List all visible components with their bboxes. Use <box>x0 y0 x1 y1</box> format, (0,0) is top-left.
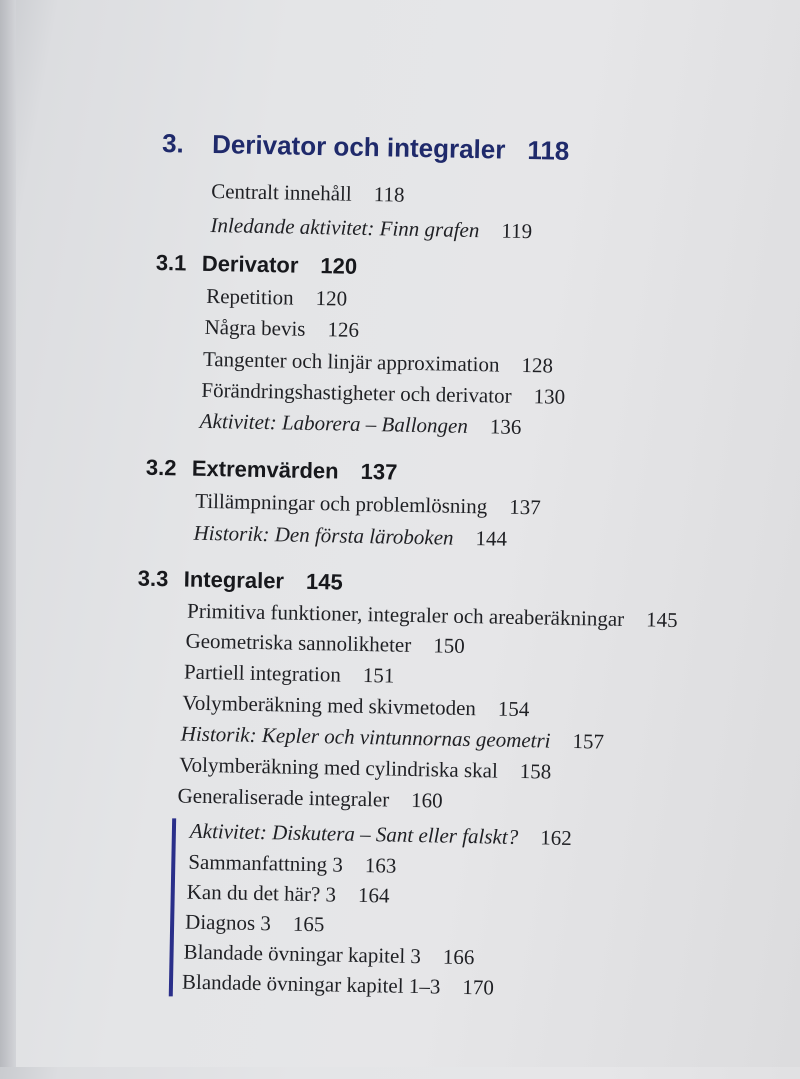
section-title: Integraler <box>183 566 285 594</box>
entry-title: Volymberäkning med cylindriska skal <box>178 752 499 783</box>
entry-page: 120 <box>315 286 348 311</box>
entry-title: Blandade övningar kapitel 1–3 <box>181 969 441 999</box>
toc-entry <box>187 880 390 909</box>
section-page: 145 <box>305 568 343 595</box>
entry-title: Historik: Kepler och vintunnornas geometri <box>180 721 551 753</box>
toc-entry <box>188 850 397 879</box>
entry-title: Kan du det här? 3 <box>186 879 337 907</box>
chapter-number: 3. <box>161 128 185 159</box>
entry-page: 164 <box>357 882 390 908</box>
toc-entry <box>206 284 347 312</box>
entry-title: Centralt innehåll <box>210 178 352 206</box>
entry-page: 137 <box>509 494 541 520</box>
entry-page: 170 <box>462 974 495 1000</box>
entry-title: Diagnos 3 <box>184 909 272 936</box>
toc-entry <box>210 213 532 244</box>
entry-title: Blandade övningar kapitel 3 <box>183 939 422 969</box>
toc-entry <box>183 940 474 971</box>
section-heading <box>146 455 398 486</box>
summary-bar <box>169 818 176 996</box>
toc-entry <box>190 819 572 851</box>
entry-page: 130 <box>533 384 566 409</box>
toc-entry <box>203 347 553 379</box>
entry-title: Sammanfattning 3 <box>188 849 344 877</box>
entry-page: 150 <box>432 633 465 658</box>
entry-title: Inledande aktivitet: Finn grafen <box>210 212 480 243</box>
toc-entry <box>201 378 565 410</box>
entry-page: 160 <box>410 787 443 813</box>
toc-entry <box>204 315 359 343</box>
toc-entry <box>195 489 541 521</box>
toc-entry <box>211 179 405 208</box>
section-title: Derivator <box>201 250 299 278</box>
toc-entry <box>185 629 465 659</box>
entry-page: 126 <box>327 317 360 342</box>
entry-title: Aktivitet: Diskutera – Sant eller falskt? <box>189 818 519 850</box>
entry-page: 165 <box>292 911 325 937</box>
toc-entry <box>182 691 529 723</box>
entry-page: 154 <box>497 696 530 722</box>
entry-page: 151 <box>362 662 395 688</box>
entry-title: Partiell integration <box>183 659 342 687</box>
entry-title: Repetition <box>205 283 294 310</box>
entry-page: 158 <box>519 759 552 784</box>
entry-title: Förändringshastigheter och derivator <box>201 377 512 408</box>
section-page: 120 <box>320 253 358 279</box>
toc-entry <box>181 722 605 755</box>
entry-page: 128 <box>521 352 554 378</box>
section-title: Extremvärden <box>191 455 339 484</box>
entry-title: Tillämpningar och problemlösning <box>195 488 488 519</box>
entry-title: Historik: Den första läroboken <box>193 520 454 550</box>
entry-page: 162 <box>539 825 572 851</box>
chapter-title: Derivator och integraler <box>211 129 506 165</box>
entry-page: 163 <box>364 853 397 878</box>
section-number: 3.3 <box>137 565 169 592</box>
entry-page: 144 <box>475 526 508 551</box>
entry-title: Några bevis <box>204 314 306 341</box>
section-page: 137 <box>360 458 398 485</box>
entry-title: Generaliserade integraler <box>177 783 390 812</box>
section-heading <box>156 250 358 280</box>
entry-page: 136 <box>489 414 522 439</box>
toc-entry <box>185 910 325 938</box>
entry-title: Volymberäkning med skivmetoden <box>182 690 477 721</box>
toc-entry <box>177 783 443 813</box>
toc-entry <box>200 409 522 440</box>
entry-page: 118 <box>373 182 405 207</box>
entry-page: 166 <box>442 944 475 970</box>
section-number: 3.2 <box>145 454 177 481</box>
entry-title: Primitiva funktioner, integraler och areaberäkningar <box>186 598 625 631</box>
entry-title: Tangenter och linjär approximation <box>202 346 500 377</box>
chapter-page: 118 <box>527 135 570 166</box>
toc-entry <box>184 660 395 689</box>
section-heading <box>138 566 343 596</box>
entry-title: Aktivitet: Laborera – Ballongen <box>199 408 469 438</box>
toc-entry <box>179 752 552 784</box>
toc-entry <box>187 599 678 633</box>
entry-page: 119 <box>501 218 533 244</box>
entry-page: 145 <box>645 607 678 633</box>
toc-entry <box>193 521 507 552</box>
toc-entry <box>182 970 494 1001</box>
entry-title: Geometriska sannolikheter <box>185 628 412 657</box>
chapter-heading <box>162 128 570 167</box>
section-number: 3.1 <box>155 249 187 276</box>
entry-page: 157 <box>572 729 605 754</box>
